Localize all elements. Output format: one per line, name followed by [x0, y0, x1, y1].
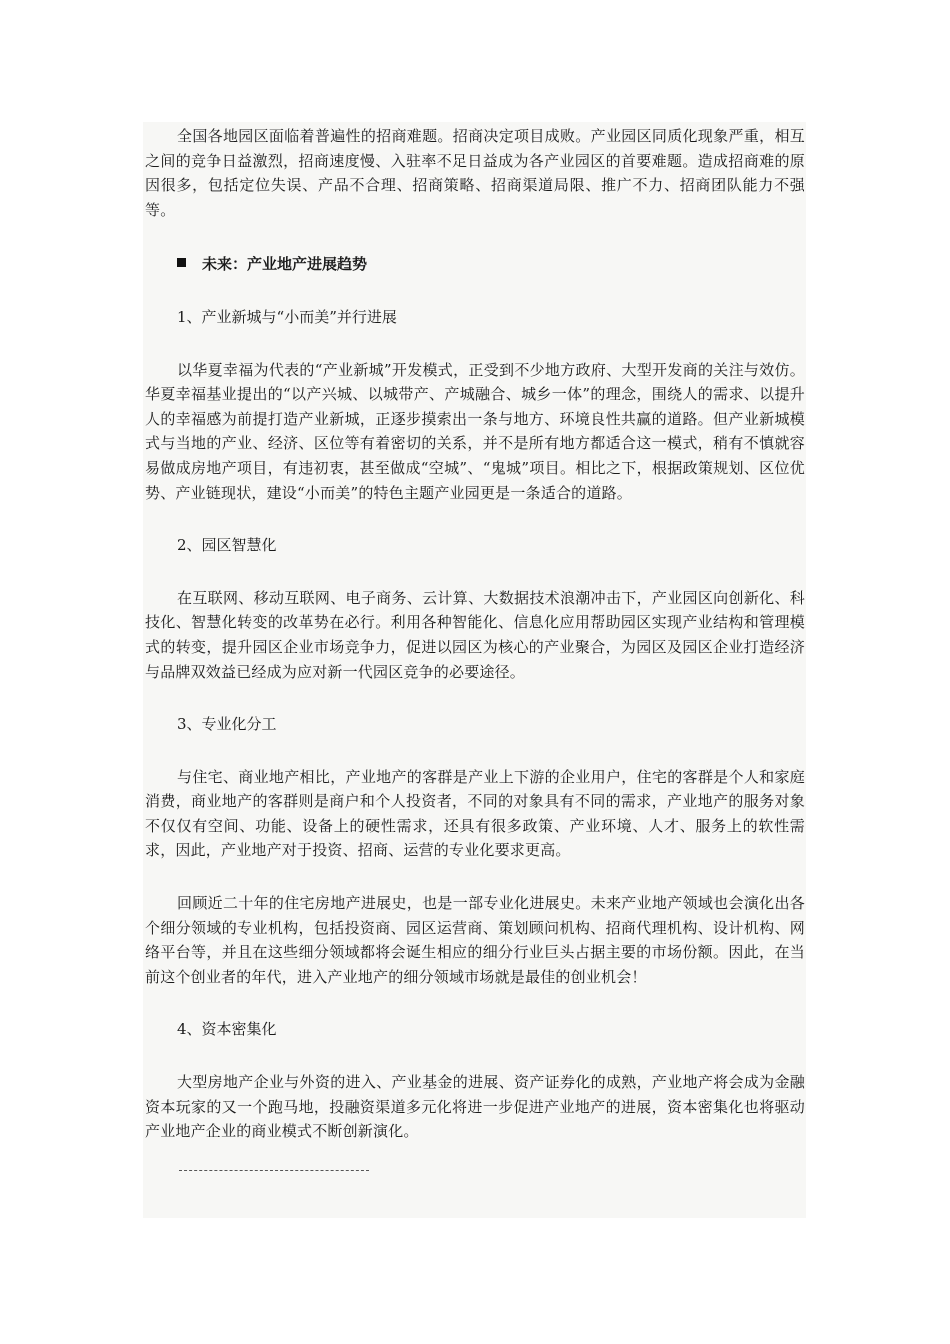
item-3-paragraph-2: 回顾近二十年的住宅房地产进展史，也是一部专业化进展史。未来产业地产领域也会演化出各个细分领域的专业机构，包括投资商、园区运营商、策划顾问机构、招商代理机构、设计机构、网络平台等，并且在这些细分领域都将会诞生相应的细分行业巨头占据主要的市场份额。因此，在当前这个创业者的年代，进入产业地产的细分领域市场就是最佳的创业机会！: [145, 894, 805, 986]
item-1-paragraph-1: 以华夏幸福为代表的“产业新城”开发模式，正受到不少地方政府、大型开发商的关注与效仿。华夏幸福基业提出的“以产兴城、以城带产、产城融合、城乡一体”的理念，围绕人的需求、以提升人的幸福感为前提打造产业新城，正逐步摸索出一条与地方、环境良性共赢的道路。但产业新城模式与当地的产业、经济、区位等有着密切的关系，并不是所有地方都适合这一模式，稍有不慎就容易做成房地产项目，有违初衷，甚至做成“空城”、“鬼城”项目。相比之下，根据政策规划、区位优势、产业链现状，建设“小而美”的特色主题产业园更是一条适合的道路。: [145, 360, 805, 502]
item-title-2: 2、园区智慧化: [177, 536, 277, 555]
item-4-paragraph-1: 大型房地产企业与外资的进入、产业基金的进展、资产证券化的成熟，产业地产将会成为金融资本玩家的又一个跑马地，投融资渠道多元化将进一步促进产业地产的进展，资本密集化也将驱动产业地产企业的商业模式不断创新演化。: [145, 1073, 805, 1141]
item-title-3: 3、专业化分工: [177, 715, 277, 734]
item-title-4: 4、资本密集化: [177, 1020, 277, 1039]
item-title-1: 1、产业新城与“小而美”并行进展: [177, 307, 397, 326]
section-heading-text: 未来：产业地产进展趋势: [202, 255, 368, 274]
item-2-paragraph-1: 在互联网、移动互联网、电子商务、云计算、大数据技术浪潮冲击下，产业园区向创新化、科技化、智慧化转变的改革势在必行。利用各种智能化、信息化应用帮助园区实现产业结构和管理模式的转变，提升园区企业市场竞争力，促进以园区为核心的产业聚合，为园区及园区企业打造经济与品牌双效益已经成为应对新一代园区竞争的必要途径。: [145, 588, 805, 681]
square-bullet-icon: [177, 258, 186, 267]
document-body: [145, 124, 805, 1171]
dashed-divider: [179, 1170, 369, 1171]
item-3-paragraph-1: 与住宅、商业地产相比，产业地产的客群是产业上下游的企业用户，住宅的客群是个人和家庭消费，商业地产的客群则是商户和个人投资者，不同的对象具有不同的需求，产业地产的服务对象不仅仅有空间、功能、设备上的硬性需求，还具有很多政策、产业环境、人才、服务上的软性需求，因此，产业地产对于投资、招商、运营的专业化要求更高。: [145, 767, 805, 860]
intro-paragraph: 全国各地园区面临着普遍性的招商难题。招商决定项目成败。产业园区同质化现象严重，相互之间的竞争日益激烈，招商速度慢、入驻率不足日益成为各产业园区的首要难题。造成招商难的原因很多，包括定位失误、产品不合理、招商策略、招商渠道局限、推广不力、招商团队能力不强等。: [145, 127, 805, 219]
section-heading: [145, 252, 805, 277]
